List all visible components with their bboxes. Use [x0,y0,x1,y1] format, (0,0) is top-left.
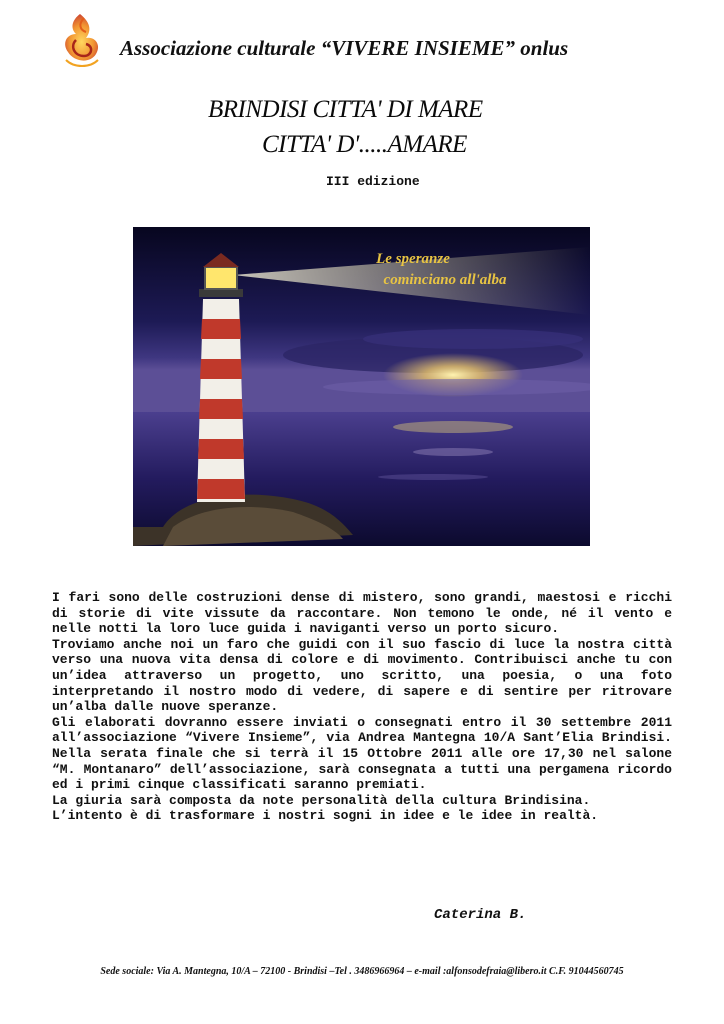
association-logo [56,10,108,72]
paragraph-5: L’intento è di trasformare i nostri sogni in idee e le idee in realtà. [52,808,599,824]
paragraph-2: Troviamo anche noi un faro che guidi con il suo fascio di luce la nostra città verso una nuova vita densa di colore e di movimento. Contribuisci anche tu con un’idea attraverso un progetto, uno scritto, una poesia, o una foto interpretando il nostro modo di vedere, di sapere e di sentire per ritrovare un’alba dalle nuove speranze. [52,636,672,715]
lighthouse-picture [133,227,590,546]
title-line-2: CITTA' D'.....AMARE [262,131,467,158]
organization-name: Associazione culturale “VIVERE INSIEME” onlus [120,36,569,60]
signature: Caterina B. [434,907,527,923]
footer-address: Sede sociale: Via A. Mantegna, 10/A – 72100 - Brindisi –Tel . 3486966964 – e-mail :alfonsodefraia@libero.it C.F. 91044560745 [100,966,624,977]
paragraph-4: La giuria sarà composta da note personalità della cultura Brindisina. [52,792,591,808]
paragraph-1: I fari sono delle costruzioni dense di mistero, sono grandi, maestosi e ricchi di storie di vite vissute da raccontare. Non temono le onde, né il vento e nelle notti la loro luce guida i naviganti verso un porto sicuro. [52,590,672,637]
edition-label: III edizione [326,174,420,189]
body-text [52,590,672,824]
paragraph-3: Gli elaborati dovranno essere inviati o consegnati entro il 30 settembre 2011 all’associazione “Vivere Insieme”, via Andrea Mantegna 10/A Sant’Elia Brindisi. Nella serata finale che si terrà il 15 Ottobre 2011 alle ore 17,30 nel salone “M. Montanaro” dell’associazione, sarà consegnata a tutti una pergamena ricordo ed i primi cinque classificati saranno premiati. [52,714,672,793]
title-line-1: BRINDISI CITTA' DI MARE [208,96,483,123]
picture-caption-line-1: Le speranze [376,251,450,267]
picture-caption-line-2: cominciano all'alba [383,272,507,288]
